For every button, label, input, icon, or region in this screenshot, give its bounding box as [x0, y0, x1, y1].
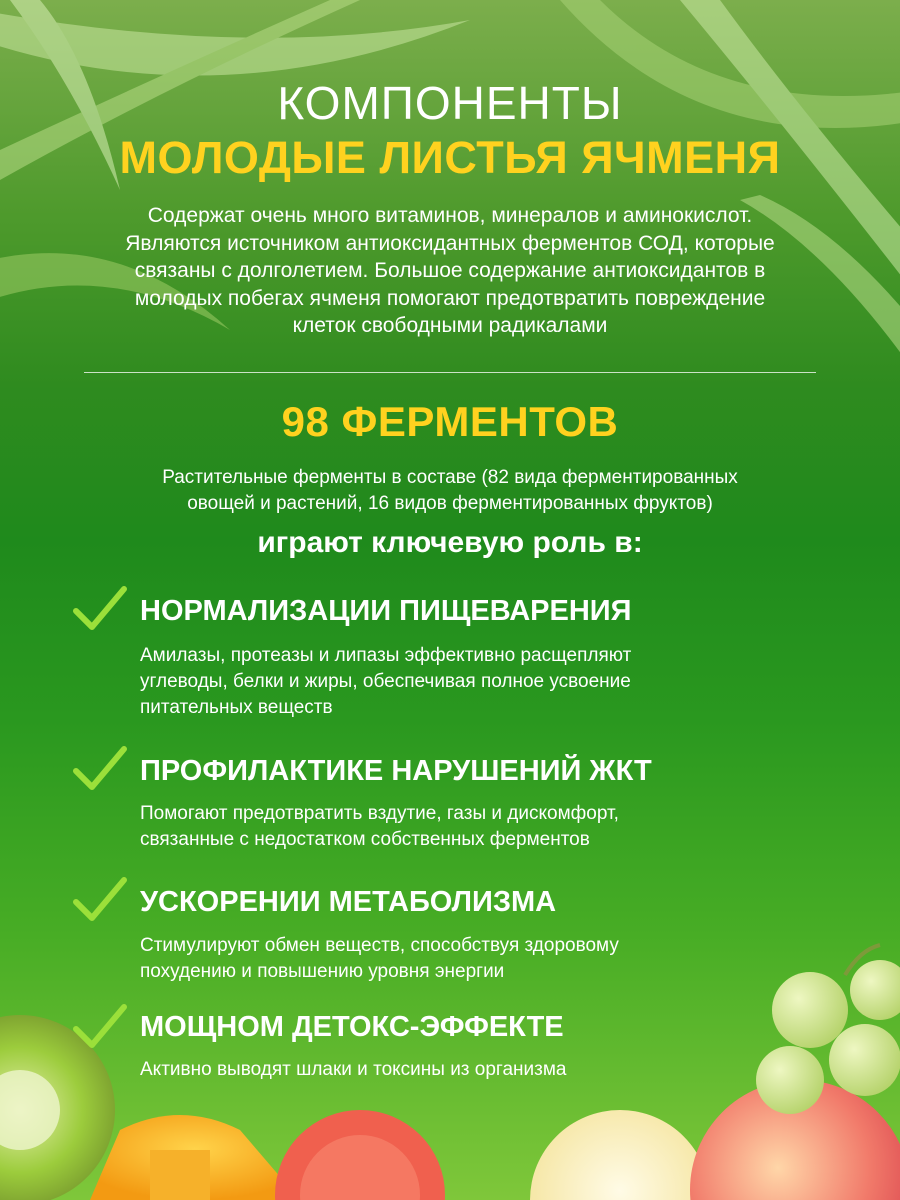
- benefit-line: Стимулируют обмен веществ, способствуя здоровому: [140, 935, 619, 956]
- benefit-line: похудению и повышению уровня энергии: [140, 961, 505, 982]
- enzymes-title: 98 ФЕРМЕНТОВ: [281, 398, 619, 445]
- page-headline: МОЛОДЫЕ ЛИСТЬЯ ЯЧМЕНЯ: [119, 132, 781, 183]
- benefit-description: [140, 1057, 840, 1083]
- enzymes-description: [60, 465, 840, 517]
- role-lead: играют ключевую роль в:: [257, 526, 643, 559]
- benefit-line: углеводы, белки и жиры, обеспечивая полное усвоение: [140, 671, 631, 692]
- checkmark-icon: [72, 1003, 128, 1051]
- benefit-line: связанные с недостатком собственных ферментов: [140, 829, 590, 850]
- intro-line: Содержат очень много витаминов, минералов и аминокислот.: [147, 204, 753, 227]
- enzymes-line: овощей и растений, 16 видов ферментированных фруктов): [187, 493, 713, 514]
- benefit-line: Помогают предотвратить вздутие, газы и дискомфорт,: [140, 803, 619, 824]
- intro-paragraph: [40, 202, 860, 340]
- checkmark-icon: [72, 876, 128, 924]
- checkmark-icon: [72, 585, 128, 633]
- section-divider: [84, 372, 816, 373]
- benefit-title: НОРМАЛИЗАЦИИ ПИЩЕВАРЕНИЯ: [140, 595, 632, 627]
- checkmark-icon: [72, 745, 128, 793]
- benefit-title: ПРОФИЛАКТИКЕ НАРУШЕНИЙ ЖКТ: [140, 755, 652, 787]
- benefit-line: Амилазы, протеазы и липазы эффективно расщепляют: [140, 645, 632, 666]
- benefit-description: [140, 801, 840, 853]
- section-kicker: КОМПОНЕНТЫ: [277, 77, 623, 129]
- benefit-title: МОЩНОМ ДЕТОКС-ЭФФЕКТЕ: [140, 1011, 564, 1043]
- benefit-description: [140, 933, 840, 985]
- enzymes-line: Растительные ферменты в составе (82 вида ферментированных: [162, 467, 738, 488]
- benefit-title: УСКОРЕНИИ МЕТАБОЛИЗМА: [140, 886, 557, 918]
- benefit-line: питательных веществ: [140, 697, 333, 718]
- intro-line: клеток свободными радикалами: [292, 314, 608, 337]
- benefit-line: Активно выводят шлаки и токсины из организма: [140, 1059, 567, 1080]
- benefit-description: [140, 643, 840, 721]
- intro-line: Являются источником антиоксидантных ферментов СОД, которые: [125, 231, 775, 255]
- intro-line: молодых побегах ячменя помогают предотвратить повреждение: [134, 286, 766, 310]
- intro-line: связаны с долголетием. Большое содержание антиоксидантов в: [134, 259, 766, 282]
